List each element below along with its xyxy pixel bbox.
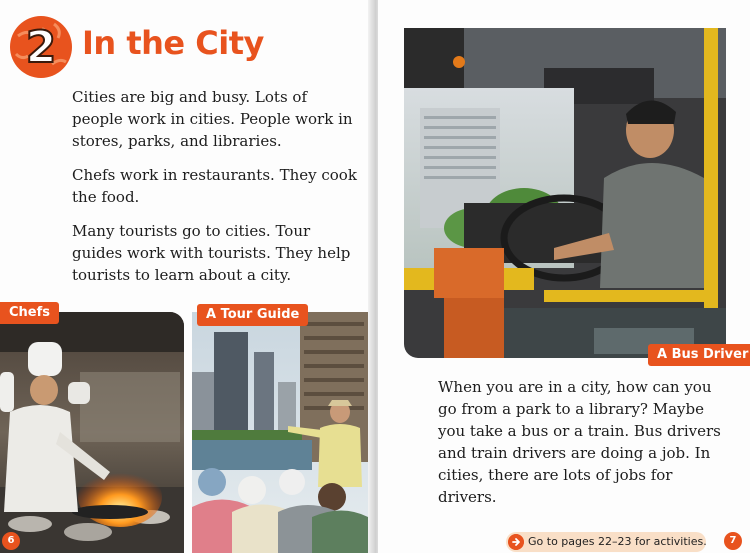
tour-guide-label: A Tour Guide: [197, 304, 308, 326]
activity-note[interactable]: [506, 532, 706, 552]
paragraph: Many tourists go to cities. Tour guides work with tourists. They help tourists to learn about a city.: [72, 222, 351, 284]
chefs-photo: [0, 312, 184, 553]
paragraph: Chefs work in restaurants. They cook the food.: [72, 166, 357, 206]
paragraph: Cities are big and busy. Lots of people work in cities. People work in stores, parks, and libraries.: [72, 88, 353, 150]
page-number-right: 7: [724, 532, 742, 550]
page-number-left: 6: [2, 532, 20, 550]
left-body-text: [72, 86, 357, 298]
chefs-label: Chefs: [0, 302, 59, 324]
tour-guide-photo: [192, 312, 368, 553]
chapter-title: In the City: [82, 24, 264, 62]
bus-driver-label: A Bus Driver: [648, 344, 750, 366]
right-body-text: [438, 376, 728, 520]
arrow-right-icon: [508, 534, 524, 550]
activity-note-text: Go to pages 22–23 for activities.: [528, 535, 707, 548]
right-page: [378, 0, 750, 553]
left-page: [0, 0, 372, 553]
bus-driver-photo: [404, 28, 726, 358]
chapter-number: 2: [25, 22, 57, 73]
chapter-badge: [8, 14, 74, 80]
paragraph: When you are in a city, how can you go from a park to a library? Maybe you take a bus or a train. Bus drivers and train drivers are doing a job. In cities, there are lots of jobs for drivers.: [438, 378, 721, 506]
